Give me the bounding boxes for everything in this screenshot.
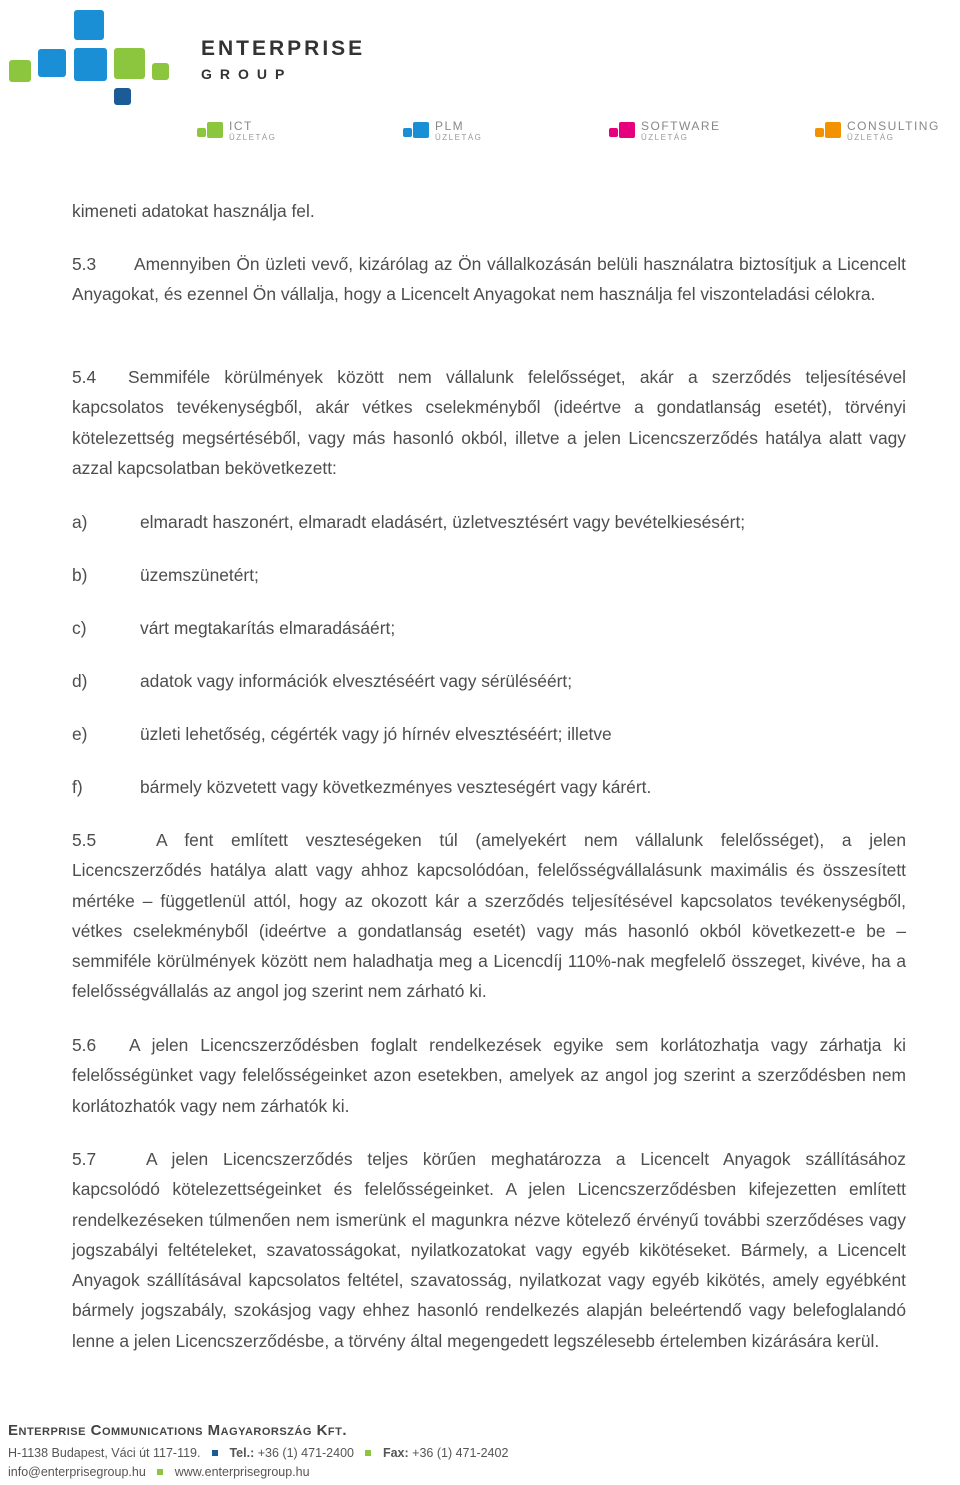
- unit-subtitle: ÜZLETÁG: [435, 133, 483, 142]
- brand-line-2: GROUP: [201, 66, 293, 82]
- footer-tel: +36 (1) 471-2400: [257, 1446, 354, 1460]
- unit-mark-large: [619, 122, 635, 138]
- unit-title: CONSULTING: [847, 119, 940, 133]
- unit-title: PLM: [435, 119, 465, 133]
- section-5-6: [72, 1030, 906, 1121]
- carry-over-line: kimeneti adatokat használja fel.: [72, 201, 315, 221]
- bullet-icon: [365, 1450, 371, 1456]
- page-footer: [8, 1422, 509, 1479]
- section-text: A jelen Licencszerződés teljes körűen meghatározza a Licencelt Anyagok szállításához kapcsolódó kötelezettségeinket és felelősségeinket. A jelen Licencszerződésben kifejezetten említett rendelkezéseken túlmenően nem ismerünk el magunkra nézve kötelező érvényű további szerződéses vagy jogszabályi feltételeket, szavatosságokat, nyilatkozatokat vagy egyéb kikötéseket. Bármely, a Licencelt Anyagok szállításával kapcsolatos feltétel, szavatosság, nyilatkozat vagy egyéb kikötés, amely egyébként bármely jogszabály, szokásjog vagy ehhez hasonló rendelkezés alapján beleértendő vagy belefoglalandó lenne a jelen Licencszerződésbe, a törvény által megengedett legszélesebb értelemben kizárására kerül.: [72, 1149, 906, 1351]
- footer-contact-row: [8, 1446, 508, 1460]
- logo-square: [74, 48, 107, 81]
- list-item-label: e): [72, 724, 88, 744]
- unit-title: SOFTWARE: [641, 119, 721, 133]
- logo-square: [74, 10, 104, 40]
- footer-address: H-1138 Budapest, Váci út 117-119.: [8, 1446, 201, 1460]
- bullet-icon: [157, 1469, 163, 1475]
- brand-name: [201, 38, 365, 82]
- section-5-3: [72, 249, 906, 310]
- logo-square: [9, 60, 31, 82]
- list-item-text: bármely közvetett vagy következményes veszteségért vagy kárért.: [140, 777, 652, 797]
- unit-mark-small: [815, 128, 824, 137]
- section-5-7: [72, 1144, 906, 1356]
- unit-mark-small: [609, 128, 618, 137]
- unit-subtitle: ÜZLETÁG: [847, 133, 895, 142]
- logo-square: [114, 88, 131, 105]
- list-item-text: várt megtakarítás elmaradásáért;: [140, 618, 396, 638]
- section-number: 5.3: [72, 254, 97, 274]
- section-number: 5.7: [72, 1149, 97, 1169]
- section-5-5: [72, 825, 906, 1007]
- unit-mark-small: [403, 128, 412, 137]
- section-number: 5.4: [72, 367, 97, 387]
- section-number: 5.6: [72, 1035, 97, 1055]
- section-number: 5.5: [72, 830, 97, 850]
- section-5-4: [72, 362, 906, 483]
- unit-mark-large: [825, 122, 841, 138]
- logo-square: [38, 49, 66, 77]
- list-item-text: elmaradt haszonért, elmaradt eladásért, üzletvesztésért vagy bevételkiesésért;: [140, 512, 746, 532]
- logo-square: [114, 48, 145, 79]
- footer-email[interactable]: info@enterprisegroup.hu: [8, 1465, 146, 1479]
- bullet-icon: [212, 1450, 218, 1456]
- unit-subtitle: ÜZLETÁG: [229, 133, 277, 142]
- unit-title: ICT: [229, 119, 253, 133]
- footer-company-name: Enterprise Communications Magyarország Kft.: [8, 1422, 348, 1439]
- footer-fax-label: Fax:: [382, 1446, 409, 1460]
- footer-web-row: [8, 1465, 310, 1479]
- footer-tel-label: Tel.:: [229, 1446, 255, 1460]
- section-text: A fent említett veszteségeken túl (amelyekért nem vállalunk felelősséget), a jelen Licencszerződés hatálya alatt vagy ahhoz kapcsolódóan, felelősségvállalásunk maximális és összesített mértéke – függetlenül attól, hogy az okozott kár a szerződés teljesítésével kapcsolatos tevékenységből, vétkes cselekményből (ideértve a gondatlanság esetét) vagy más hasonló okból következett-e be – semmiféle körülmények között nem haladhatja meg a Licencdíj 110%-nak megfelelő összeget, kivéve, ha a felelősségvállalás az angol jog szerint nem zárható ki.: [72, 830, 906, 1002]
- list-item-label: f): [72, 777, 83, 797]
- footer-fax: +36 (1) 471-2402: [412, 1446, 509, 1460]
- section-text: A jelen Licencszerződésben foglalt rendelkezések egyike sem korlátozhatja vagy zárhatja ki felelősségünket vagy felelősségeinket azon esetekben, amelyek az angol jog szerint a szerződésben nem korlátozhatók vagy nem zárhatók ki.: [72, 1035, 906, 1116]
- list-item-label: b): [72, 565, 88, 585]
- section-text: Amennyiben Ön üzleti vevő, kizárólag az Ön vállalkozásán belüli használatra biztosítjuk a Licencelt Anyagokat, és ezennel Ön vállalja, hogy a Licencelt Anyagokat nem használja fel viszonteladási célokra.: [72, 254, 906, 305]
- list-item-text: adatok vagy információk elvesztéséért vagy sérüléséért;: [140, 671, 573, 691]
- logo-square: [152, 63, 169, 80]
- list-item-text: üzemszünetért;: [140, 565, 259, 585]
- unit-mark-large: [413, 122, 429, 138]
- list-item-text: üzleti lehetőség, cégérték vagy jó hírnév elvesztéséért; illetve: [140, 724, 612, 744]
- list-item-label: a): [72, 512, 88, 532]
- footer-website[interactable]: www.enterprisegroup.hu: [174, 1465, 310, 1479]
- unit-mark-small: [197, 128, 206, 137]
- unit-subtitle: ÜZLETÁG: [641, 133, 689, 142]
- list-item-label: d): [72, 671, 88, 691]
- brand-line-1: ENTERPRISE: [201, 37, 366, 60]
- section-text: Semmiféle körülmények között nem vállalunk felelősséget, akár a szerződés teljesítésével kapcsolatos tevékenységből, akár vétkes cselekményből (ideértve a gondatlanság esetét), törvényi kötelezettség megsértéséből, vagy más hasonló okból, illetve a jelen Licencszerződés hatálya alatt vagy azzal kapcsolatban bekövetkezett:: [72, 367, 906, 478]
- list-item-label: c): [72, 618, 87, 638]
- unit-mark-large: [207, 122, 223, 138]
